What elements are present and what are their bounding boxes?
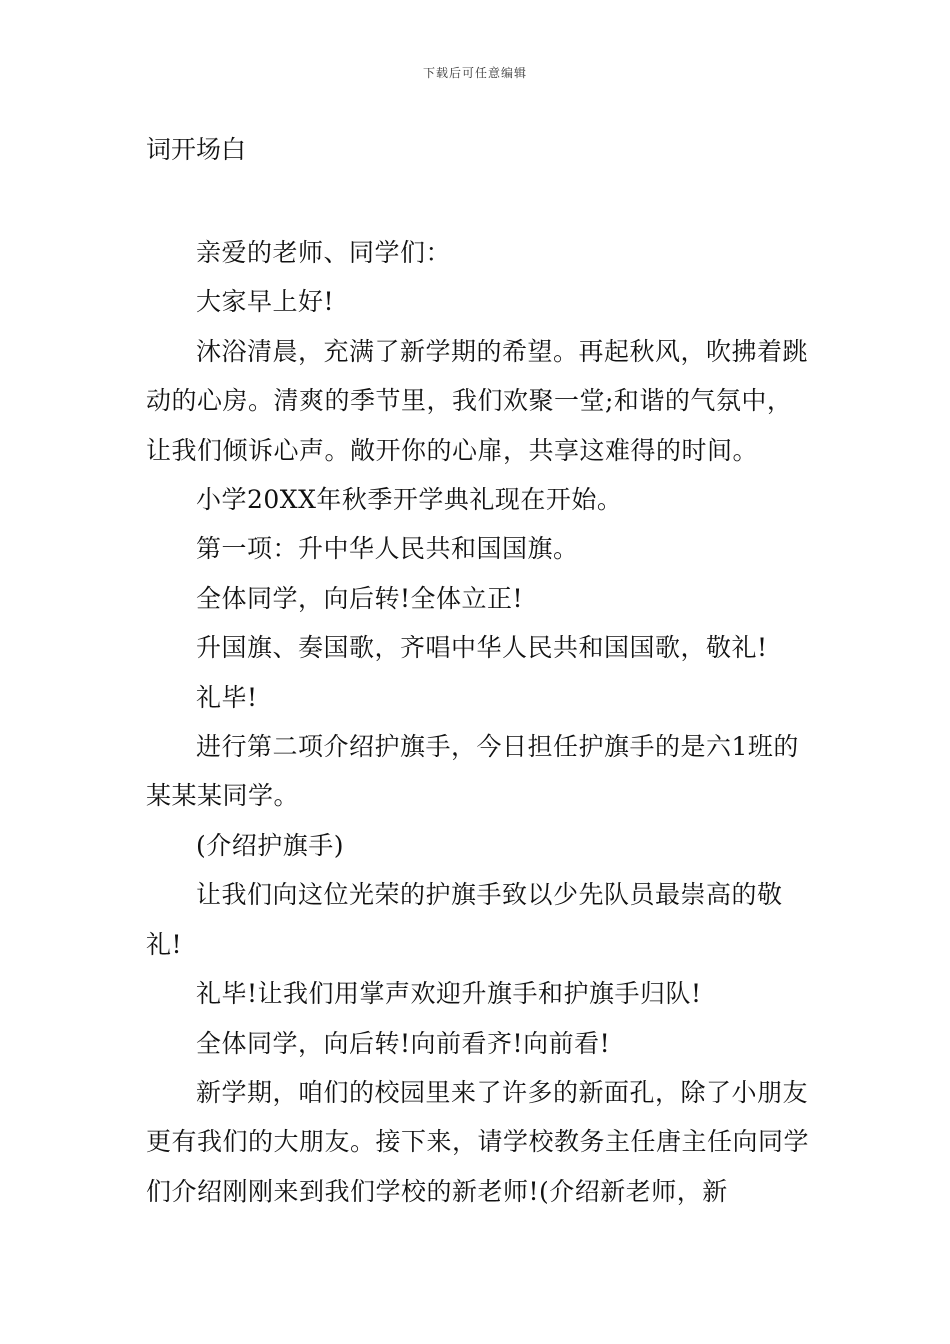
paragraph: 全体同学，向后转!全体立正! [196,583,524,613]
paragraph: (介绍护旗手) [196,830,345,860]
paragraph: 升国旗、奏国歌，齐唱中华人民共和国国歌，敬礼! [196,633,768,663]
paragraph: 全体同学，向后转!向前看齐!向前看! [196,1028,611,1058]
paragraph: 亲爱的老师、同学们： [196,238,452,267]
paragraph: 礼毕!让我们用掌声欢迎升旗手和护旗手归队! [196,979,702,1009]
header-note: 下载后可任意编辑 [422,66,527,80]
paragraph: 大家早上好! [196,287,335,317]
paragraph: 小学20XX年秋季开学典礼现在开始。 [196,485,623,515]
paragraph: 礼毕! [196,682,258,712]
paragraph: 沐浴清晨，充满了新学期的希望。再起秋风，吹拂着跳动的心房。清爽的季节里，我们欢聚一堂;和谐的气氛中，让我们倾诉心声。敞开你的心扉，共享这难得的时间。 [146,336,809,465]
document-body [146,228,810,1216]
paragraph: 新学期，咱们的校园里来了许多的新面孔，除了小朋友更有我们的大朋友。接下来，请学校教务主任唐主任向同学们介绍刚刚来到我们学校的新老师!(介绍新老师，新 [146,1077,810,1206]
paragraph: 第一项：升中华人民共和国国旗。 [196,534,579,564]
paragraph: 让我们向这位光荣的护旗手致以少先队员最崇高的敬礼! [146,880,783,959]
document-title: 词开场白 [146,135,247,164]
paragraph: 进行第二项介绍护旗手，今日担任护旗手的是六1班的某某某同学。 [146,732,799,811]
